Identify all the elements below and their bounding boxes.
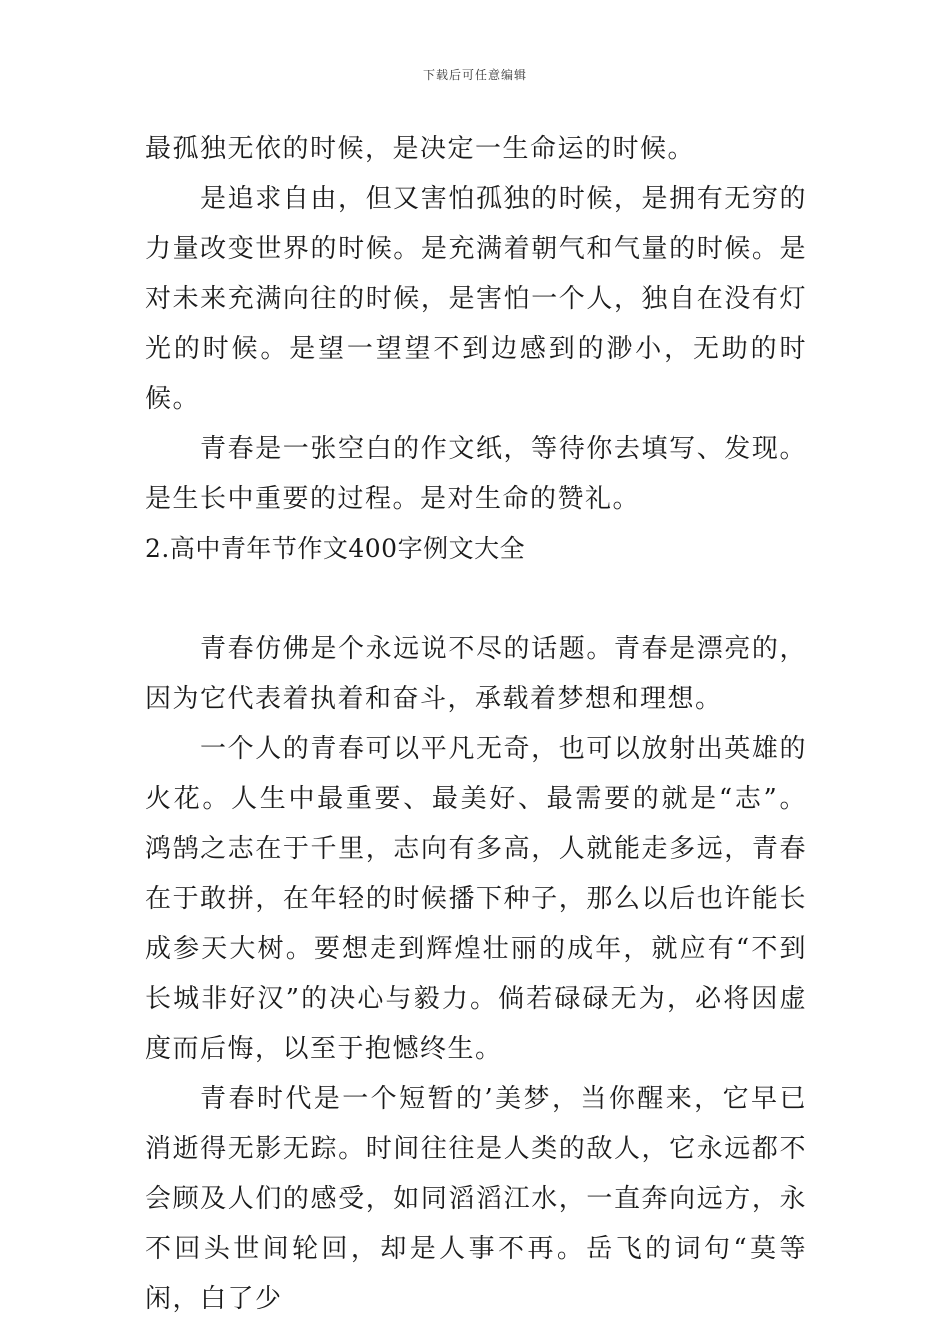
- paragraph-2: 是追求自由，但又害怕孤独的时候，是拥有无穷的力量改变世界的时候。是充满着朝气和气量的时候。是对未来充满向往的时候，是害怕一个人，独自在没有灯光的时候。是望一望望不到边感到的渺小，无助的时候。: [145, 184, 807, 414]
- paragraph-3: 青春是一张空白的作文纸，等待你去填写、发现。是生长中重要的过程。是对生命的赞礼。: [145, 434, 807, 514]
- download-note: 下载后可任意编辑: [422, 68, 527, 82]
- blank-line: [145, 574, 807, 624]
- section-heading: 2.高中青年节作文400字例文大全: [145, 534, 526, 563]
- article-body: [145, 124, 807, 1324]
- paragraph-1: 最孤独无依的时候，是决定一生命运的时候。: [145, 134, 696, 164]
- paragraph-4: 青春仿佛是个永远说不尽的话题。青春是漂亮的，因为它代表着执着和奋斗，承载着梦想和理想。: [145, 634, 807, 714]
- paragraph-5: 一个人的青春可以平凡无奇，也可以放射出英雄的火花。人生中最重要、最美好、最需要的就是“志”。鸿鹄之志在于千里，志向有多高，人就能走多远，青春在于敢拼，在年轻的时候播下种子，那么以后也许能长成参天大树。要想走到辉煌壮丽的成年，就应有“不到长城非好汉”的决心与毅力。倘若碌碌无为，必将因虚度而后悔，以至于抱憾终生。: [145, 734, 807, 1064]
- paragraph-6: 青春时代是一个短暂的’美梦，当你醒来，它早已消逝得无影无踪。时间往往是人类的敌人，它永远都不会顾及人们的感受，如同滔滔江水，一直奔向远方，永不回头世间轮回，却是人事不再。岳飞的词句“莫等闲，白了少: [145, 1084, 807, 1314]
